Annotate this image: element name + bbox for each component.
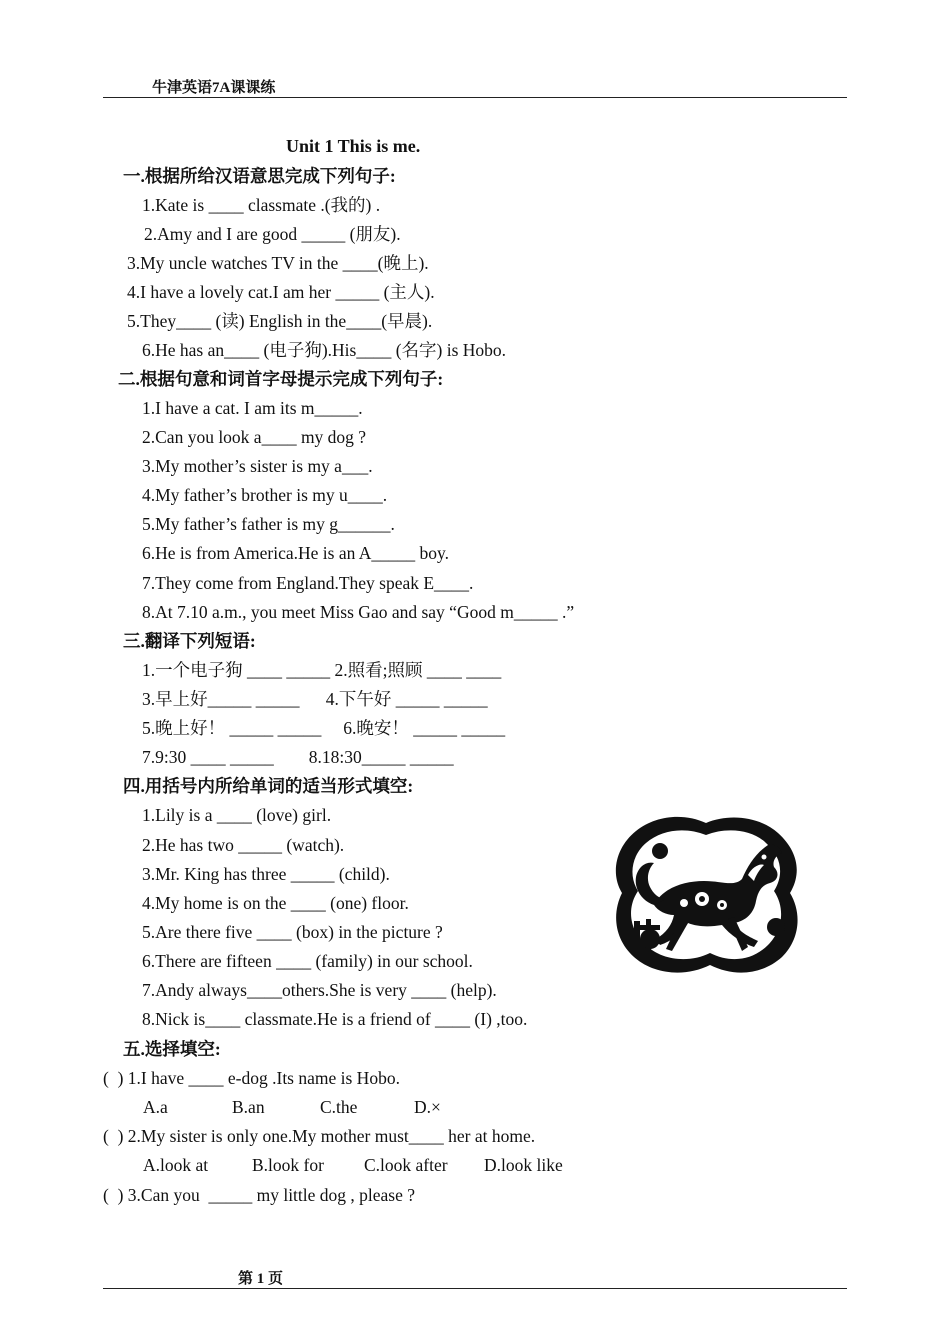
s1-item-2: 2.Amy and I are good _____ (朋友).: [144, 224, 401, 244]
s1-item-5: 5.They____ (读) English in the____(早晨).: [127, 311, 433, 331]
header-title: 牛津英语7A课课练: [152, 80, 276, 96]
s2-item-3: 3.My mother’s sister is my a___.: [142, 456, 373, 476]
s4-item-4: 4.My home is on the ____ (one) floor.: [142, 893, 409, 913]
section-1-heading: 一.根据所给汉语意思完成下列句子:: [123, 166, 396, 186]
option-c: C.the: [320, 1097, 358, 1117]
section-3-heading: 三.翻译下列短语:: [123, 631, 256, 651]
s4-item-2: 2.He has two _____ (watch).: [142, 835, 345, 855]
s2-item-7: 7.They come from England.They speak E____.: [142, 573, 474, 593]
s1-item-3: 3.My uncle watches TV in the ____(晚上).: [127, 253, 429, 273]
s4-item-6: 6.There are fifteen ____ (family) in our school.: [142, 951, 473, 971]
s2-item-5: 5.My father’s father is my g______.: [142, 514, 395, 534]
option-a: A.a: [143, 1097, 168, 1117]
s2-item-6: 6.He is from America.He is an A_____ boy.: [142, 543, 450, 563]
s3-item-3: 5.晚上好！ _____ _____ 6.晚安！ _____ _____: [142, 718, 506, 738]
s1-item-4: 4.I have a lovely cat.I am her _____ (主人).: [127, 282, 435, 302]
s3-item-4: 7.9:30 ____ _____ 8.18:30_____ _____: [142, 747, 454, 767]
s5-question-1: ( ) 1.I have ____ e-dog .Its name is Hobo.: [103, 1068, 400, 1088]
s3-item-2: 3.早上好_____ _____ 4.下午好 _____ _____: [142, 689, 488, 709]
s4-item-7: 7.Andy always____others.She is very ____ (help).: [142, 980, 497, 1000]
s4-item-8: 8.Nick is____ classmate.He is a friend of ____ (I) ,too.: [142, 1009, 528, 1029]
s2-item-2: 2.Can you look a____ my dog ?: [142, 427, 367, 447]
option-b: B.an: [232, 1097, 265, 1117]
s4-item-5: 5.Are there five ____ (box) in the picture ?: [142, 922, 443, 942]
s3-item-1: 1.一个电子狗 ____ _____ 2.照看;照顾 ____ ____: [142, 660, 502, 680]
unit-title: Unit 1 This is me.: [286, 136, 421, 156]
header-rule: [103, 97, 847, 98]
option-d: D.look like: [484, 1155, 563, 1175]
horse-paper-cut-icon: [610, 815, 802, 975]
section-5-heading: 五.选择填空:: [123, 1039, 221, 1059]
s4-item-3: 3.Mr. King has three _____ (child).: [142, 864, 390, 884]
option-a: A.look at: [143, 1155, 209, 1175]
section-2-heading: 二.根据句意和词首字母提示完成下列句子:: [118, 369, 444, 389]
option-b: B.look for: [252, 1155, 324, 1175]
option-c: C.look after: [364, 1155, 448, 1175]
s2-item-8: 8.At 7.10 a.m., you meet Miss Gao and say “Good m_____ .”: [142, 602, 575, 622]
s1-item-1: 1.Kate is ____ classmate .(我的) .: [142, 195, 381, 215]
s2-item-4: 4.My father’s brother is my u____.: [142, 485, 388, 505]
footer-rule: [103, 1288, 847, 1289]
s2-item-1: 1.I have a cat. I am its m_____.: [142, 398, 363, 418]
s1-item-6: 6.He has an____ (电子狗).His____ (名字) is Hobo.: [142, 340, 507, 360]
s4-item-1: 1.Lily is a ____ (love) girl.: [142, 805, 332, 825]
option-d: D.×: [414, 1097, 441, 1117]
s5-question-3: ( ) 3.Can you _____ my little dog , please ?: [103, 1185, 416, 1205]
section-4-heading: 四.用括号内所给单词的适当形式填空:: [123, 776, 414, 796]
page-number: 第 1 页: [238, 1271, 284, 1287]
s5-question-2: ( ) 2.My sister is only one.My mother must____ her at home.: [103, 1126, 536, 1146]
